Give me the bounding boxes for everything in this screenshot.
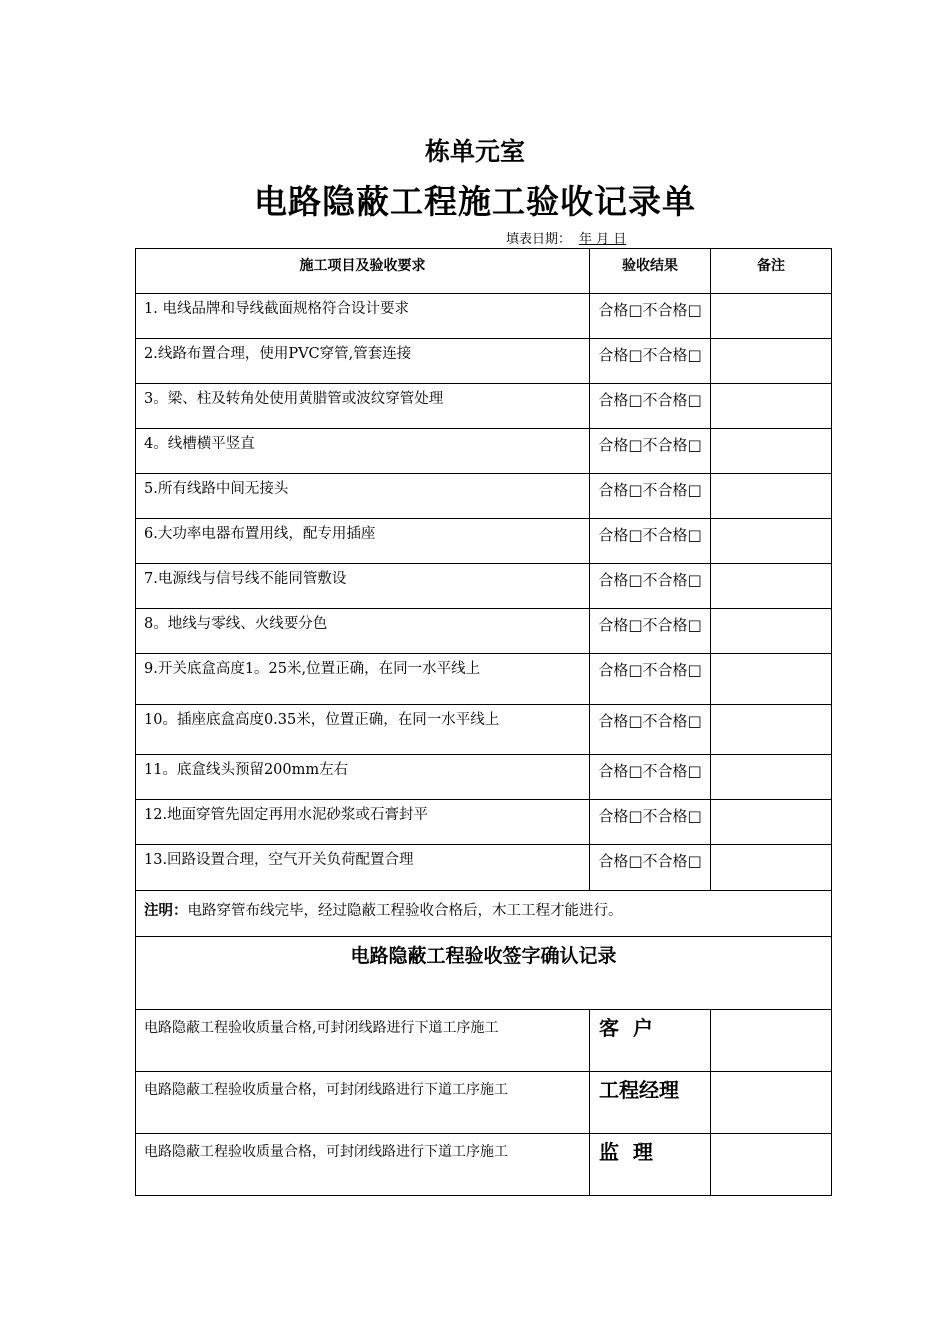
table-row [136,294,832,339]
signoff-title: 电路隐蔽工程验收签字确认记录 [136,937,832,1010]
table-row [136,755,832,800]
table-row [136,519,832,564]
result-checkboxes[interactable]: 合格□不合格□ [590,800,711,845]
inspection-item: 5.所有线路中间无接头 [136,474,590,519]
column-header-result: 验收结果 [590,249,711,294]
table-row [136,705,832,755]
remark-cell[interactable] [711,519,832,564]
result-checkboxes[interactable]: 合格□不合格□ [590,564,711,609]
result-checkboxes[interactable]: 合格□不合格□ [590,609,711,654]
table-row [136,339,832,384]
inspection-item: 10。插座底盒高度0.35米，位置正确，在同一水平线上 [136,705,590,755]
result-checkboxes[interactable]: 合格□不合格□ [590,429,711,474]
note-row [136,891,832,937]
remark-cell[interactable] [711,705,832,755]
signoff-row [136,1072,832,1134]
remark-cell[interactable] [711,609,832,654]
fill-date [506,228,626,247]
signature-cell[interactable] [711,1072,832,1134]
remark-cell[interactable] [711,845,832,891]
inspection-item: 3。梁、柱及转角处使用黄腊管或波纹穿管处理 [136,384,590,429]
remark-cell[interactable] [711,755,832,800]
result-checkboxes[interactable]: 合格□不合格□ [590,519,711,564]
acceptance-table [135,248,832,1196]
remark-cell[interactable] [711,474,832,519]
signoff-statement: 电路隐蔽工程验收质量合格，可封闭线路进行下道工序施工 [136,1072,590,1134]
inspection-item: 11。底盒线头预留200mm左右 [136,755,590,800]
signoff-row [136,1010,832,1072]
table-row [136,654,832,705]
inspection-item: 8。地线与零线、火线要分色 [136,609,590,654]
result-checkboxes[interactable]: 合格□不合格□ [590,339,711,384]
result-checkboxes[interactable]: 合格□不合格□ [590,474,711,519]
inspection-item: 6.大功率电器布置用线，配专用插座 [136,519,590,564]
signoff-statement: 电路隐蔽工程验收质量合格,可封闭线路进行下道工序施工 [136,1010,590,1072]
remark-cell[interactable] [711,654,832,705]
signoff-role: 监 理 [590,1134,711,1196]
signoff-role: 工程经理 [590,1072,711,1134]
column-header-item: 施工项目及验收要求 [136,249,590,294]
inspection-item: 4。线槽横平竖直 [136,429,590,474]
result-checkboxes[interactable]: 合格□不合格□ [590,705,711,755]
column-header-remark: 备注 [711,249,832,294]
fill-date-blank[interactable]: 年 月 日 [579,232,627,247]
unit-subtitle: 栋单元室 [424,137,525,166]
result-checkboxes[interactable]: 合格□不合格□ [590,845,711,891]
fill-date-label: 填表日期： [506,232,572,247]
table-row [136,845,832,891]
signoff-title-row [136,937,832,1010]
inspection-item: 13.回路设置合理，空气开关负荷配置合理 [136,845,590,891]
table-header-row [136,249,832,294]
inspection-item: 2.线路布置合理，使用PVC穿管,管套连接 [136,339,590,384]
inspection-item: 9.开关底盒高度1。25米,位置正确，在同一水平线上 [136,654,590,705]
remark-cell[interactable] [711,294,832,339]
table-row [136,429,832,474]
remark-cell[interactable] [711,564,832,609]
note-label: 注明： [144,903,188,919]
table-row [136,564,832,609]
result-checkboxes[interactable]: 合格□不合格□ [590,384,711,429]
signoff-role: 客 户 [590,1010,711,1072]
result-checkboxes[interactable]: 合格□不合格□ [590,755,711,800]
inspection-item: 7.电源线与信号线不能同管敷设 [136,564,590,609]
signoff-row [136,1134,832,1196]
signoff-statement: 电路隐蔽工程验收质量合格，可封闭线路进行下道工序施工 [136,1134,590,1196]
remark-cell[interactable] [711,384,832,429]
signature-cell[interactable] [711,1134,832,1196]
note-cell [136,891,832,937]
table-row [136,474,832,519]
page-title: 电路隐蔽工程施工验收记录单 [254,182,696,221]
remark-cell[interactable] [711,429,832,474]
result-checkboxes[interactable]: 合格□不合格□ [590,294,711,339]
result-checkboxes[interactable]: 合格□不合格□ [590,654,711,705]
table-row [136,384,832,429]
table-row [136,800,832,845]
signature-cell[interactable] [711,1010,832,1072]
note-text: 电路穿管布线完毕，经过隐蔽工程验收合格后，木工工程才能进行。 [187,903,623,919]
table-row [136,609,832,654]
remark-cell[interactable] [711,339,832,384]
inspection-item: 1. 电线品牌和导线截面规格符合设计要求 [136,294,590,339]
inspection-item: 12.地面穿管先固定再用水泥砂浆或石膏封平 [136,800,590,845]
remark-cell[interactable] [711,800,832,845]
